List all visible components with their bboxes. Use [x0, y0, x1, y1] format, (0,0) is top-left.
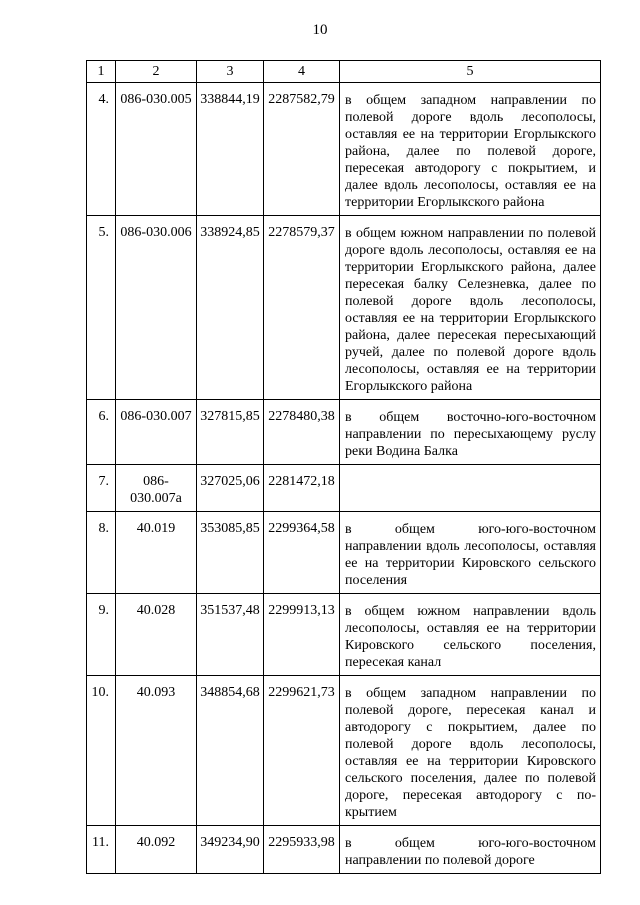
boundary-description: в общем восточно-юго-восточном направлении по пересыхающему руслу реки Водина Балка — [340, 400, 601, 465]
point-code: 086-030.007 — [116, 400, 197, 465]
table-body — [87, 83, 601, 874]
coord-x: 348854,68 — [197, 676, 264, 826]
boundary-description: в общем юго-юго-восточном направлении по полевой дороге — [340, 826, 601, 874]
coord-y: 2295933,98 — [264, 826, 340, 874]
row-number: 5. — [87, 216, 116, 400]
header-col-1: 1 — [87, 61, 116, 83]
coord-x: 349234,90 — [197, 826, 264, 874]
point-code: 40.019 — [116, 512, 197, 594]
coord-y: 2278480,38 — [264, 400, 340, 465]
row-number: 10. — [87, 676, 116, 826]
boundary-description: в общем западном направлении по полевой дороге вдоль лесополосы, оставляя ее на территории Егорлыкского района, далее по полевой дороге, пересекая автодорогу с покрытием, и далее вдоль лесополосы, оставляя ее на территории Егорлыкского района — [340, 83, 601, 216]
point-code: 40.093 — [116, 676, 197, 826]
point-code: 086-030.005 — [116, 83, 197, 216]
coord-x: 327815,85 — [197, 400, 264, 465]
boundary-description: в общем западном направлении по полевой дороге, пересекая канал и автодорогу с покрытием, далее по полевой дороге вдоль лесополосы, оставляя ее на территории Кировского сельского поселения, далее по полевой дороге, пересекая автодорогу с покрытием — [340, 676, 601, 826]
table-row — [87, 512, 601, 594]
header-col-2: 2 — [116, 61, 197, 83]
boundary-description: в общем южном направлении вдоль лесополосы, оставляя ее на территории Кировского сельского поселения, пересекая канал — [340, 594, 601, 676]
row-number: 11. — [87, 826, 116, 874]
header-col-3: 3 — [197, 61, 264, 83]
coord-y: 2299364,58 — [264, 512, 340, 594]
table-row — [87, 594, 601, 676]
row-number: 6. — [87, 400, 116, 465]
boundary-description: в общем юго-юго-восточном направлении вдоль лесополосы, оставляя ее на территории Кировского сельского поселения — [340, 512, 601, 594]
row-number: 9. — [87, 594, 116, 676]
header-col-4: 4 — [264, 61, 340, 83]
coord-x: 353085,85 — [197, 512, 264, 594]
coord-y: 2281472,18 — [264, 465, 340, 512]
coord-y: 2299913,13 — [264, 594, 340, 676]
point-code: 086-030.007а — [116, 465, 197, 512]
boundary-description — [340, 465, 601, 512]
coord-x: 327025,06 — [197, 465, 264, 512]
point-code: 086-030.006 — [116, 216, 197, 400]
table-row — [87, 465, 601, 512]
coord-x: 338844,19 — [197, 83, 264, 216]
boundary-table — [86, 60, 601, 874]
table-row — [87, 400, 601, 465]
table-row — [87, 83, 601, 216]
table-row — [87, 216, 601, 400]
point-code: 40.092 — [116, 826, 197, 874]
coord-y: 2278579,37 — [264, 216, 340, 400]
header-col-5: 5 — [340, 61, 601, 83]
row-number: 7. — [87, 465, 116, 512]
coord-y: 2299621,73 — [264, 676, 340, 826]
point-code: 40.028 — [116, 594, 197, 676]
row-number: 8. — [87, 512, 116, 594]
page-number: 10 — [312, 22, 328, 38]
row-number: 4. — [87, 83, 116, 216]
table-row — [87, 676, 601, 826]
boundary-description: в общем южном направлении по полевой дороге вдоль лесополосы, оставляя ее на территории Егорлыкского района, далее пересекая балку Селезневка, далее по полевой дороге вдоль лесополосы, оставляя ее на территории Егорлыкского района, далее пересекая пересыхающий ручей, далее по полевой дороге вдоль лесополосы, оставляя ее на территории Егорлыкского района — [340, 216, 601, 400]
table-header — [87, 61, 601, 83]
header-row — [87, 61, 601, 83]
coord-x: 338924,85 — [197, 216, 264, 400]
coord-y: 2287582,79 — [264, 83, 340, 216]
coord-x: 351537,48 — [197, 594, 264, 676]
table-row — [87, 826, 601, 874]
